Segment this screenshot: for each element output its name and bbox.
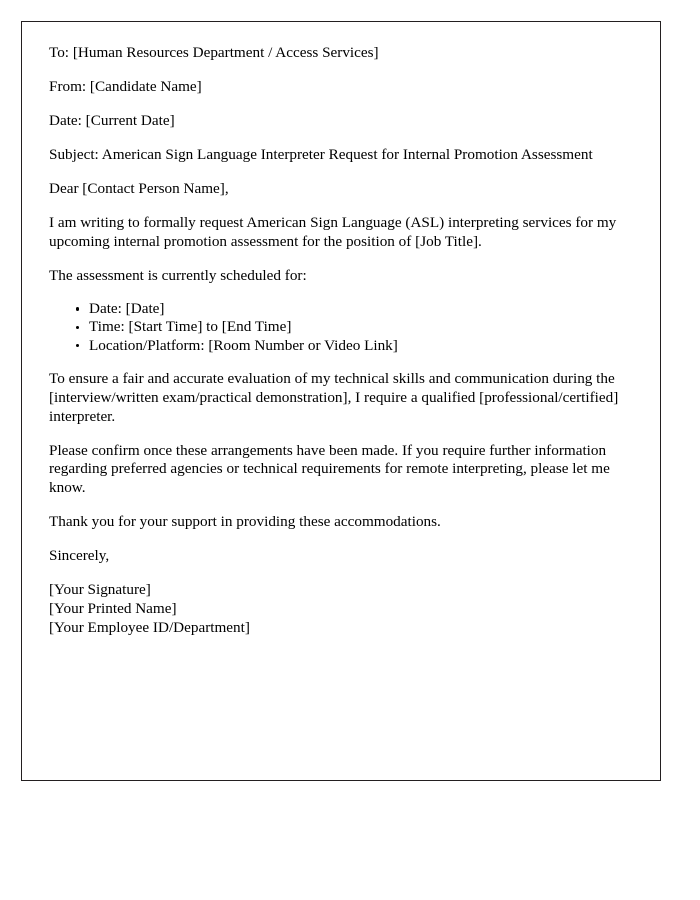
spacer — [49, 63, 626, 79]
spacer — [49, 97, 626, 113]
spacer — [49, 165, 626, 181]
list-item-label: Location/Platform: [Room Number or Video Link] — [89, 336, 398, 354]
list-item — [49, 337, 626, 355]
field-from: From: [Candidate Name] — [49, 78, 202, 96]
spacer — [49, 131, 626, 147]
spacer — [49, 532, 626, 548]
closing: Sincerely, — [49, 547, 110, 565]
list-item-label: Time: [Start Time] to [End Time] — [89, 318, 292, 336]
body-paragraph-1: I am writing to formally request American Sign Language (ASL) interpreting services for my upcoming internal promotion assessment for the position of [Job Title]. — [49, 214, 617, 251]
signature-line-printed-name: [Your Printed Name] — [49, 600, 177, 618]
spacer — [49, 252, 626, 268]
salutation: Dear [Contact Person Name], — [49, 180, 229, 198]
field-subject: Subject: American Sign Language Interpreter Request for Internal Promotion Assessment — [49, 146, 593, 164]
list-item — [49, 318, 626, 336]
body-paragraph-5: Thank you for your support in providing these accommodations. — [49, 513, 441, 531]
list-item — [49, 300, 626, 318]
signature-line-employee-id: [Your Employee ID/Department] — [49, 618, 250, 636]
spacer — [49, 355, 626, 371]
spacer — [49, 199, 626, 215]
spacer — [49, 426, 626, 442]
field-to: To: [Human Resources Department / Access Services] — [49, 44, 379, 61]
bullet-dot-icon — [76, 344, 79, 347]
body-paragraph-2: The assessment is currently scheduled for: — [49, 267, 307, 285]
bullet-dot-icon — [76, 326, 79, 329]
signature-line-signature: [Your Signature] — [49, 581, 151, 599]
body-paragraph-4: Please confirm once these arrangements have been made. If you require further information regarding preferred agencies or technical requirements for remote interpreting, please let me know. — [49, 441, 610, 496]
spacer — [49, 566, 626, 582]
body-paragraph-3: To ensure a fair and accurate evaluation of my technical skills and communication during the [interview/written exam/practical demonstration], I require a qualified [professional/certified] interpreter. — [49, 370, 619, 425]
spacer — [49, 498, 626, 514]
letter-content — [49, 44, 626, 638]
schedule-list — [49, 300, 626, 355]
field-date: Date: [Current Date] — [49, 112, 175, 130]
letter-border-frame — [21, 21, 661, 781]
bullet-dot-icon — [76, 307, 79, 310]
list-item-label: Date: [Date] — [89, 299, 165, 317]
spacer — [49, 286, 626, 300]
